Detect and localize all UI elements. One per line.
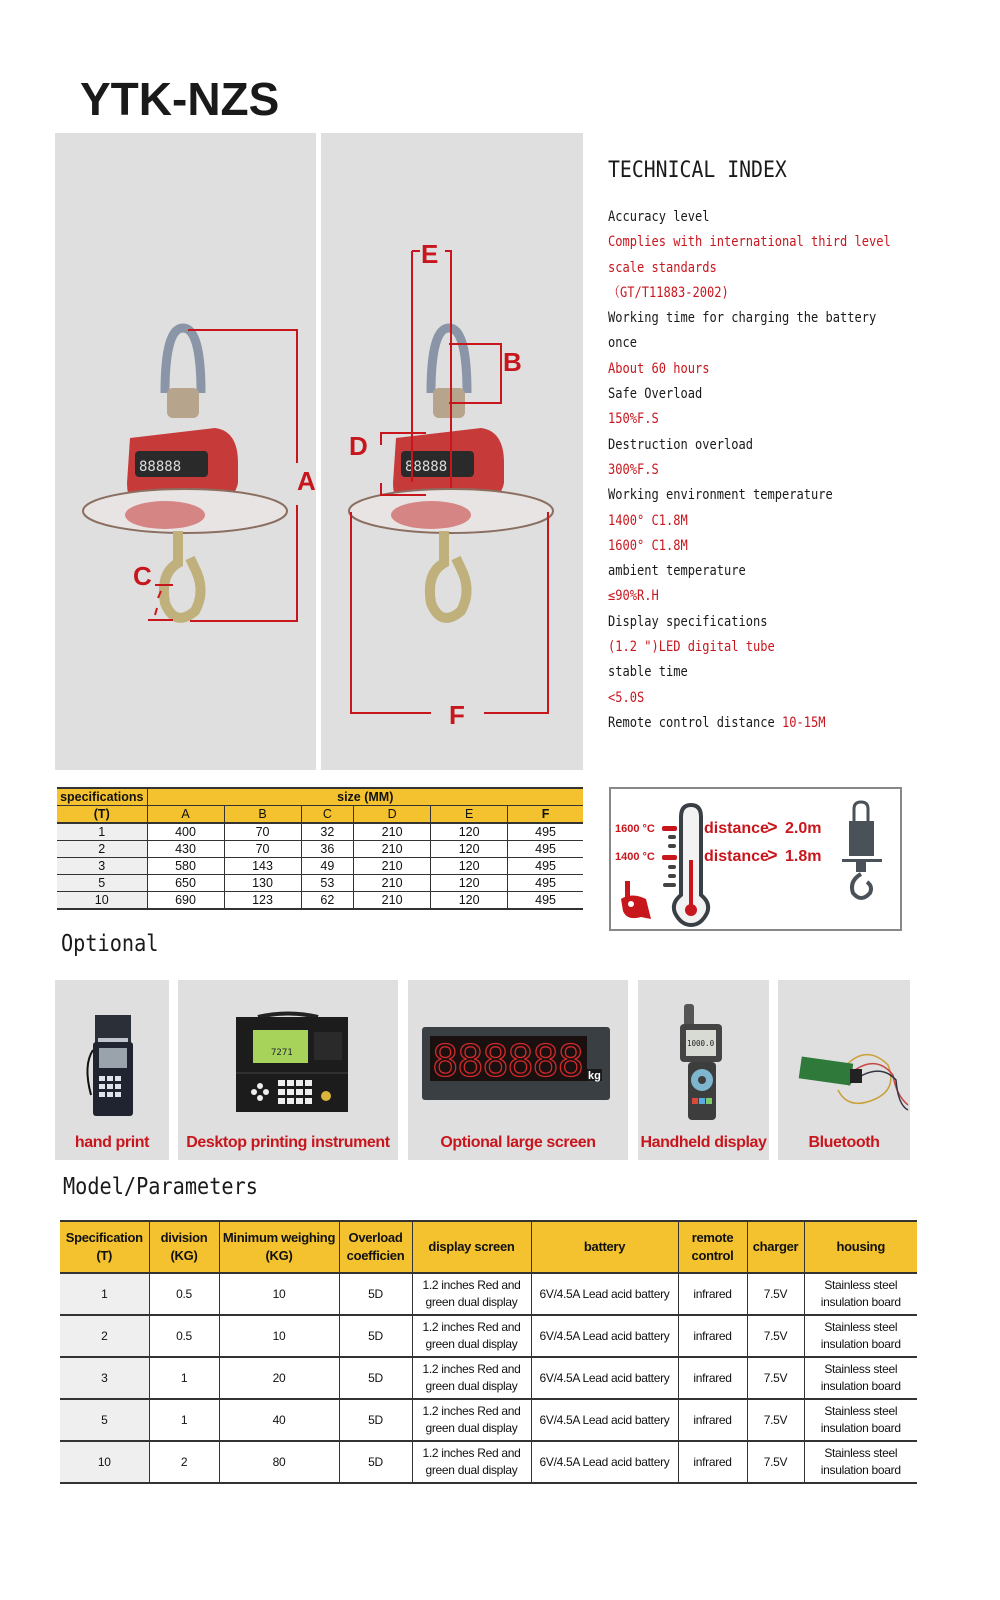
header-text: Specification	[65, 1230, 143, 1245]
parameter-division-cell: 1	[149, 1399, 219, 1441]
optional-item-label: Bluetooth	[808, 1134, 880, 1151]
spec-label: Display specifications	[608, 613, 768, 630]
parameter-column-header	[219, 1221, 339, 1273]
parameter-charger-cell: 7.5V	[747, 1357, 804, 1399]
optional-item-label: Optional large screen	[440, 1134, 596, 1151]
size-column-header: B	[224, 806, 301, 824]
size-value-cell: 49	[301, 858, 354, 875]
temp-low-marker	[662, 855, 677, 860]
product-title: YTK-NZS	[80, 73, 280, 125]
parameter-table-row	[60, 1315, 917, 1357]
spec-value: 150%F.S	[608, 411, 659, 428]
size-value-cell: 210	[354, 841, 431, 858]
parameter-display-cell	[412, 1273, 531, 1315]
greater-than-symbol: >	[767, 845, 778, 865]
size-value-cell: 400	[147, 823, 224, 841]
model-parameters-heading: Model/Parameters	[63, 1174, 258, 1200]
parameter-remote-cell: infrared	[678, 1315, 747, 1357]
spec-label: Working environment temperature	[608, 487, 833, 504]
large-display-icon	[408, 980, 628, 1160]
parameter-charger-cell: 7.5V	[747, 1315, 804, 1357]
distance-high-value: 2.0m	[785, 820, 822, 837]
parameter-column-header	[60, 1221, 149, 1273]
parameter-column-header	[531, 1221, 678, 1273]
size-value-cell: 123	[224, 892, 301, 910]
parameter-min-weighing-cell: 40	[219, 1399, 339, 1441]
temp-low-label: 1400 °C	[615, 851, 655, 863]
size-table-row	[57, 858, 583, 875]
greater-than-symbol: >	[767, 817, 778, 837]
parameter-charger-cell: 7.5V	[747, 1399, 804, 1441]
parameter-housing-cell	[804, 1273, 917, 1315]
parameter-battery-cell: 6V/4.5A Lead acid battery	[531, 1315, 678, 1357]
header-text: division	[160, 1230, 208, 1245]
optional-item-label: Desktop printing instrument	[186, 1134, 390, 1151]
parameter-min-weighing-cell: 20	[219, 1357, 339, 1399]
product-photo-front	[55, 133, 316, 770]
spec-value: <5.0S	[608, 689, 645, 706]
size-column-header: D	[354, 806, 431, 824]
parameter-table-row	[60, 1441, 917, 1483]
header-text: coefficien	[346, 1248, 405, 1263]
dimension-label-e: E	[421, 239, 439, 269]
size-value-cell: 120	[431, 892, 508, 910]
parameter-charger-cell: 7.5V	[747, 1441, 804, 1483]
size-group-header: size (MM)	[147, 788, 583, 806]
thermometer-scale-ticks	[663, 835, 676, 887]
size-value-cell: 580	[147, 858, 224, 875]
spec-value: 300%F.S	[608, 461, 659, 478]
spec-label: Destruction overload	[608, 436, 753, 453]
dimension-label-d: D	[349, 431, 368, 461]
spec-unit-header: (T)	[57, 806, 147, 824]
spec-value: (1.2 ")LED digital tube	[608, 639, 775, 656]
header-text: (KG)	[265, 1248, 293, 1263]
technical-index-heading: TECHNICAL INDEX	[608, 158, 787, 183]
size-value-cell: 70	[224, 841, 301, 858]
size-table-row	[57, 875, 583, 892]
parameter-overload-cell: 5D	[339, 1441, 412, 1483]
parameter-housing-cell	[804, 1315, 917, 1357]
parameter-spec-cell: 5	[60, 1399, 149, 1441]
header-text: display screen	[428, 1239, 515, 1254]
spec-value: 1600° C1.8M	[608, 537, 688, 554]
size-value-cell: 143	[224, 858, 301, 875]
size-value-cell: 690	[147, 892, 224, 910]
model-parameters-table	[60, 1220, 917, 1484]
remote-control-label: Remote control distance	[608, 714, 782, 731]
thermometer-icon	[674, 805, 708, 925]
parameter-column-header	[149, 1221, 219, 1273]
parameter-min-weighing-cell: 10	[219, 1315, 339, 1357]
spec-label: Safe Overload	[608, 386, 703, 403]
optional-item-hand-print[interactable]	[55, 980, 169, 1160]
size-table-row	[57, 823, 583, 841]
parameter-overload-cell: 5D	[339, 1399, 412, 1441]
size-value-cell: 650	[147, 875, 224, 892]
parameter-column-header	[339, 1221, 412, 1273]
parameter-column-header	[804, 1221, 917, 1273]
spec-value: About 60 hours	[608, 360, 710, 377]
dimension-label-c: C	[133, 561, 152, 591]
parameter-display-cell	[412, 1357, 531, 1399]
housing-text: Stainless steel	[824, 1446, 898, 1460]
housing-text: insulation board	[820, 1421, 901, 1435]
parameter-display-cell	[412, 1399, 531, 1441]
parameter-remote-cell: infrared	[678, 1441, 747, 1483]
housing-text: insulation board	[820, 1295, 901, 1309]
header-text: remote	[691, 1230, 734, 1245]
size-value-cell: 210	[354, 875, 431, 892]
display-text: 1.2 inches Red and	[422, 1362, 521, 1376]
display-text: 1.2 inches Red and	[422, 1446, 521, 1460]
display-digits: 88888	[405, 459, 448, 475]
display-text: 1.2 inches Red and	[422, 1278, 521, 1292]
optional-item-handheld-display[interactable]	[638, 980, 769, 1160]
product-photo-side	[321, 133, 583, 770]
parameter-spec-cell: 1	[60, 1273, 149, 1315]
size-value-cell: 495	[508, 875, 583, 892]
display-text: 1.2 inches Red and	[422, 1320, 521, 1334]
parameter-display-cell	[412, 1315, 531, 1357]
parameter-overload-cell: 5D	[339, 1357, 412, 1399]
size-column-header: C	[301, 806, 354, 824]
parameter-division-cell: 0.5	[149, 1315, 219, 1357]
header-text: Overload	[348, 1230, 403, 1245]
size-value-cell: 53	[301, 875, 354, 892]
desktop-printer-icon	[178, 980, 398, 1160]
header-text: battery	[583, 1239, 626, 1254]
display-text: green dual display	[425, 1379, 518, 1393]
large-display-unit: kg	[588, 1070, 601, 1082]
size-value-cell: 120	[431, 858, 508, 875]
dimension-label-b: B	[503, 347, 522, 377]
size-column-header: F	[508, 806, 583, 824]
housing-text: insulation board	[820, 1379, 901, 1393]
dimension-label-f: F	[449, 700, 465, 730]
size-value-cell: 130	[224, 875, 301, 892]
size-table-row	[57, 892, 583, 910]
parameter-division-cell: 1	[149, 1357, 219, 1399]
spec-value: 1400° C1.8M	[608, 512, 688, 529]
spec-value: Complies with international third level	[608, 234, 891, 251]
size-spec-cell: 2	[57, 841, 147, 858]
parameter-table-row	[60, 1357, 917, 1399]
size-value-cell: 62	[301, 892, 354, 910]
housing-text: insulation board	[820, 1337, 901, 1351]
parameter-remote-cell: infrared	[678, 1273, 747, 1315]
size-value-cell: 36	[301, 841, 354, 858]
size-value-cell: 495	[508, 841, 583, 858]
technical-index-lines	[608, 205, 938, 711]
parameter-column-header	[412, 1221, 531, 1273]
parameter-spec-cell: 10	[60, 1441, 149, 1483]
parameter-housing-cell	[804, 1441, 917, 1483]
size-value-cell: 210	[354, 892, 431, 910]
size-value-cell: 430	[147, 841, 224, 858]
spec-value: （GT/T11883-2002)	[608, 284, 729, 301]
parameter-housing-cell	[804, 1357, 917, 1399]
temp-high-label: 1600 °C	[615, 823, 655, 835]
header-text: control	[691, 1248, 734, 1263]
housing-text: Stainless steel	[824, 1404, 898, 1418]
parameter-battery-cell: 6V/4.5A Lead acid battery	[531, 1399, 678, 1441]
parameter-min-weighing-cell: 80	[219, 1441, 339, 1483]
size-value-cell: 495	[508, 892, 583, 910]
crane-scale-icon	[842, 802, 882, 898]
spec-label: Working time for charging the battery	[608, 310, 877, 327]
header-text: (KG)	[170, 1248, 198, 1263]
parameter-overload-cell: 5D	[339, 1315, 412, 1357]
remote-control-value: 10-15M	[781, 714, 826, 731]
optional-item-label: Handheld display	[640, 1134, 767, 1151]
size-spec-cell: 3	[57, 858, 147, 875]
display-text: 1.2 inches Red and	[422, 1404, 521, 1418]
display-text: green dual display	[425, 1421, 518, 1435]
dimension-label-a: A	[297, 466, 316, 496]
parameter-table-row	[60, 1273, 917, 1315]
distance-low-value: 1.8m	[785, 848, 822, 865]
parameter-overload-cell: 5D	[339, 1273, 412, 1315]
housing-text: Stainless steel	[824, 1278, 898, 1292]
handheld-display-icon	[638, 980, 769, 1160]
display-digits: 88888	[139, 459, 182, 475]
size-value-cell: 32	[301, 823, 354, 841]
display-text: green dual display	[425, 1463, 518, 1477]
size-value-cell: 210	[354, 823, 431, 841]
header-text: housing	[836, 1239, 885, 1254]
parameter-min-weighing-cell: 10	[219, 1273, 339, 1315]
spec-label: Accuracy level	[608, 209, 710, 225]
housing-text: insulation board	[820, 1463, 901, 1477]
parameter-charger-cell: 7.5V	[747, 1273, 804, 1315]
parameter-remote-cell: infrared	[678, 1399, 747, 1441]
parameter-spec-cell: 3	[60, 1357, 149, 1399]
parameter-division-cell: 2	[149, 1441, 219, 1483]
distance-high-label: distance	[704, 820, 769, 837]
hand-printer-icon	[55, 980, 169, 1160]
temperature-distance-infographic	[609, 787, 902, 931]
spec-label: ambient temperature	[608, 563, 746, 580]
parameter-battery-cell: 6V/4.5A Lead acid battery	[531, 1357, 678, 1399]
parameter-display-cell	[412, 1441, 531, 1483]
optional-item-large-screen[interactable]	[408, 980, 628, 1160]
size-value-cell: 120	[431, 823, 508, 841]
size-spec-cell: 10	[57, 892, 147, 910]
size-value-cell: 210	[354, 858, 431, 875]
parameter-division-cell: 0.5	[149, 1273, 219, 1315]
technical-index	[608, 158, 938, 736]
size-value-cell: 120	[431, 875, 508, 892]
distance-low-label: distance	[704, 848, 769, 865]
svg-text:7271: 7271	[271, 1048, 293, 1058]
size-spec-cell: 5	[57, 875, 147, 892]
remote-control-line	[608, 711, 892, 736]
housing-text: Stainless steel	[824, 1362, 898, 1376]
display-text: green dual display	[425, 1337, 518, 1351]
spec-label: once	[608, 335, 637, 352]
size-column-header: A	[147, 806, 224, 824]
parameter-remote-cell: infrared	[678, 1357, 747, 1399]
header-text: (T)	[96, 1248, 113, 1263]
parameter-table-row	[60, 1399, 917, 1441]
parameter-column-header	[678, 1221, 747, 1273]
size-value-cell: 495	[508, 823, 583, 841]
housing-text: Stainless steel	[824, 1320, 898, 1334]
temp-high-marker	[662, 826, 677, 831]
optional-heading: Optional	[61, 931, 159, 957]
size-table-row	[57, 841, 583, 858]
furnace-ladle-icon	[621, 881, 651, 919]
size-value-cell: 495	[508, 858, 583, 875]
header-text: charger	[752, 1239, 799, 1254]
crane-scale-illustration	[83, 328, 287, 618]
parameter-battery-cell: 6V/4.5A Lead acid battery	[531, 1441, 678, 1483]
spec-label: stable time	[608, 664, 688, 681]
header-text: Minimum weighing	[222, 1230, 336, 1245]
optional-item-desktop-printer[interactable]	[178, 980, 398, 1160]
size-column-header: E	[431, 806, 508, 824]
parameter-housing-cell	[804, 1399, 917, 1441]
parameter-spec-cell: 2	[60, 1315, 149, 1357]
size-value-cell: 70	[224, 823, 301, 841]
size-table	[57, 787, 583, 910]
handheld-screen-value: 1000.0	[687, 1039, 715, 1048]
optional-item-bluetooth[interactable]	[778, 980, 910, 1160]
size-value-cell: 120	[431, 841, 508, 858]
spec-header: specifications	[57, 788, 147, 806]
size-spec-cell: 1	[57, 823, 147, 841]
display-text: green dual display	[425, 1295, 518, 1309]
bluetooth-module-icon	[778, 980, 910, 1160]
spec-value: ≤90%R.H	[608, 588, 659, 605]
spec-value: scale standards	[608, 259, 717, 276]
parameter-column-header	[747, 1221, 804, 1273]
large-display-digits: 888888	[432, 1036, 584, 1087]
parameter-battery-cell: 6V/4.5A Lead acid battery	[531, 1273, 678, 1315]
optional-item-label: hand print	[74, 1134, 150, 1151]
